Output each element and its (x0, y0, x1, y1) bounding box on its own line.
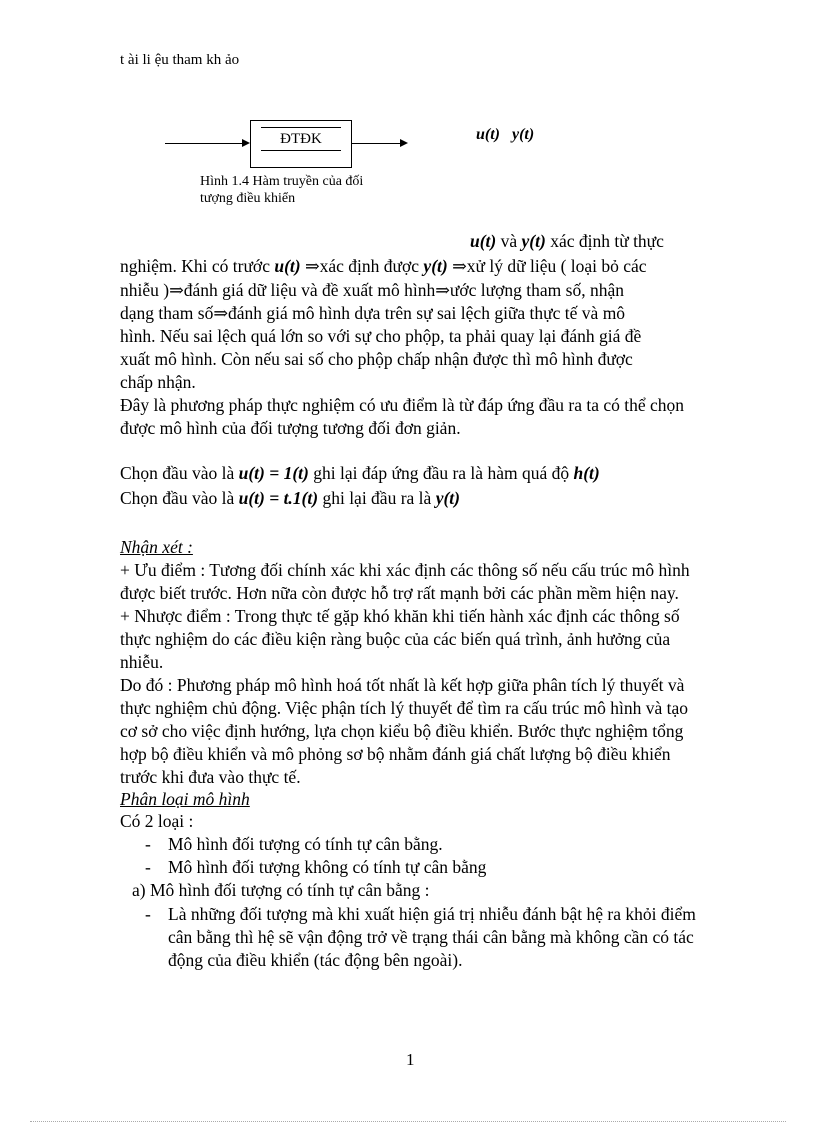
intro-line-5: hình. Nếu sai lệch quá lớn so với sự cho phộp, ta phải quay lại đánh giá đề (120, 326, 642, 346)
remarks-line-5: nhiễu. (120, 652, 164, 672)
plant-block (250, 120, 352, 168)
remarks-line-2: được biết trước. Hơn nữa còn được hỗ trợ rất mạnh bởi các phần mềm hiện nay. (120, 583, 679, 603)
page-header: t ài li ệu tham kh ảo (120, 52, 240, 68)
remarks-line-3: + Nhược điểm : Trong thực tế gặp khó khăn khi tiến hành xác định các thông số (120, 606, 680, 626)
list-dash: - (145, 904, 151, 924)
input-arrow-line (165, 143, 242, 144)
signal-labels (476, 126, 534, 144)
math-ramp-input: u(t) = t.1(t) (238, 488, 319, 508)
remarks-line-6: Do đó : Phương pháp mô hình hoá tốt nhất là kết hợp giữa phân tích lý thuyết và (120, 675, 685, 695)
math-y: y(t) (423, 256, 448, 276)
remarks-line-8: cơ sở cho việc định hướng, lựa chọn kiểu bộ điều khiển. Bước thực nghiệm tổng (120, 721, 684, 741)
intro-line-2 (120, 255, 647, 277)
text: nghiệm. Khi có trước (120, 256, 275, 276)
math-u: u(t) (470, 231, 497, 251)
remarks-title: Nhận xét : (120, 537, 193, 557)
math-y: y(t) (435, 488, 460, 508)
input-arrow-head (242, 139, 250, 147)
math-h: h(t) (573, 463, 600, 483)
intro-line-1 (470, 230, 664, 252)
remarks-line-9: hợp bộ điều khiển và mô phỏng sơ bộ nhằm đánh giá chất lượng bộ điều khiển (120, 744, 671, 764)
caption-line-2: tượng điều khiển (200, 191, 296, 206)
method-line-2: được mô hình của đối tượng tương đối đơn giản. (120, 418, 461, 438)
text: ⇒xử lý dữ liệu ( loại bỏ các (447, 256, 647, 276)
text: ⇒xác định được (300, 256, 424, 276)
math-u: u(t) (274, 256, 301, 276)
intro-line-6: xuất mô hình. Còn nếu sai số cho phộp chấp nhận được thì mô hình được (120, 349, 633, 369)
list-item-1: Mô hình đối tượng có tính tự cân bằng. (168, 834, 443, 854)
method-line-1: Đây là phương pháp thực nghiệm có ưu điểm là từ đáp ứng đầu ra ta có thể chọn (120, 395, 685, 415)
output-arrow-line (352, 143, 400, 144)
input-ramp-line (120, 487, 460, 509)
remarks-line-1: + Ưu điểm : Tương đối chính xác khi xác định các thông số nếu cấu trúc mô hình (120, 560, 690, 580)
text: ghi lại đáp ứng đầu ra là hàm quá độ (308, 463, 574, 483)
text: Chọn đầu vào là (120, 488, 239, 508)
figure-caption (200, 173, 400, 207)
remarks-line-10: trước khi đưa vào thực tế. (120, 767, 301, 787)
page-number: 1 (406, 1050, 415, 1069)
classification-intro: Có 2 loại : (120, 811, 194, 831)
definition-line-3: động của điều khiển (tác động bên ngoài). (168, 950, 463, 970)
definition-line-1: Là những đối tượng mà khi xuất hiện giá trị nhiễu đánh bật hệ ra khỏi điểm (168, 904, 696, 924)
subsection-a: a) Mô hình đối tượng có tính tự cân bằng : (132, 880, 430, 900)
y-label: y(t) (512, 126, 535, 143)
text: ghi lại đầu ra là (318, 488, 436, 508)
text: và (496, 231, 522, 251)
list-dash: - (145, 857, 151, 877)
text: Chọn đầu vào là (120, 463, 239, 483)
intro-line-7: chấp nhận. (120, 372, 196, 392)
text: xác định từ thực (545, 231, 664, 251)
math-y: y(t) (521, 231, 546, 251)
list-dash: - (145, 834, 151, 854)
math-step-input: u(t) = 1(t) (238, 463, 309, 483)
u-label: u(t) (476, 126, 500, 143)
page-bottom-rule (30, 1121, 786, 1122)
definition-line-2: cân bằng thì hệ sẽ vận động trở về trạng thái cân bằng mà không cần có tác (168, 927, 694, 947)
list-item-2: Mô hình đối tượng không có tính tự cân bằng (168, 857, 487, 877)
input-step-line (120, 462, 600, 484)
caption-line-1: Hình 1.4 Hàm truyền của đối (200, 174, 364, 189)
remarks-line-4: thực nghiệm do các điều kiện ràng buộc của các biến quá trình, ảnh hưởng của (120, 629, 671, 649)
remarks-line-7: thực nghiệm chủ động. Việc phận tích lý thuyết để tìm ra cấu trúc mô hình và tạo (120, 698, 688, 718)
intro-line-4: dạng tham số⇒đánh giá mô hình dựa trên sự sai lệch giữa thực tế và mô (120, 303, 626, 323)
classification-title: Phân loại mô hình (120, 789, 250, 809)
intro-line-3: nhiễu )⇒đánh giá dữ liệu và đề xuất mô hình⇒ước lượng tham số, nhận (120, 280, 624, 300)
plant-label: ĐTĐK (261, 127, 341, 151)
output-arrow-head (400, 139, 408, 147)
